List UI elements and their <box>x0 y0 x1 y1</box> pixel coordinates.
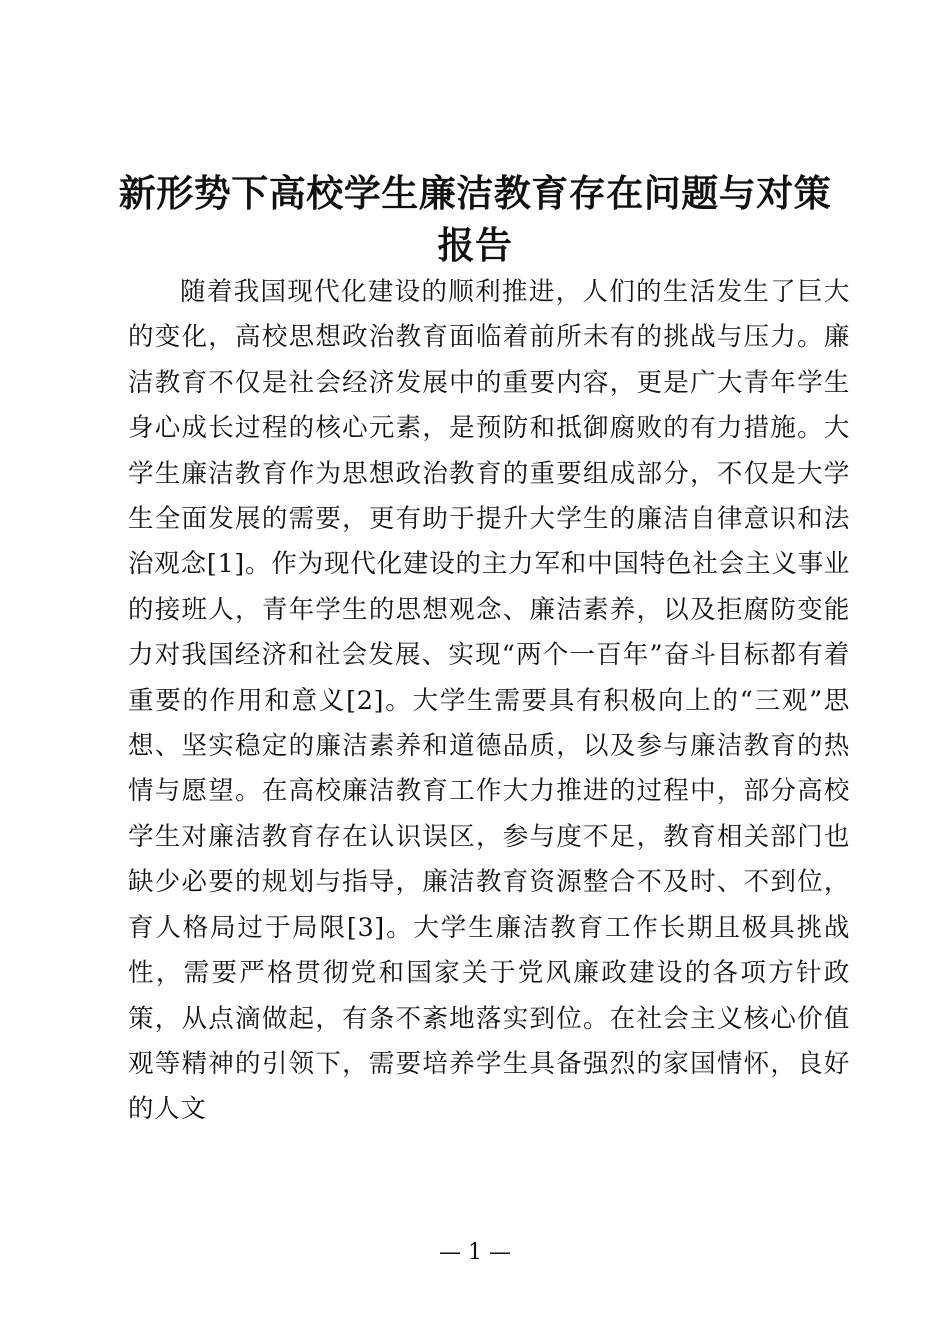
page-number: — 1 — <box>439 1240 511 1265</box>
body-paragraph: 随着我国现代化建设的顺利推进，人们的生活发生了巨大的变化，高校思想政治教育面临着前所未有的挑战与压力。廉洁教育不仅是社会经济发展中的重要内容，更是广大青年学生身心成长过程的核心元素，是预防和抵御腐败的有力措施。大学生廉洁教育作为思想政治教育的重要组成部分，不仅是大学生全面发展的需要，更有助于提升大学生的廉洁自律意识和法治观念[1]。作为现代化建设的主力军和中国特色社会主义事业的接班人，青年学生的思想观念、廉洁素养，以及拒腐防变能力对我国经济和社会发展、实现“两个一百年”奋斗目标都有着重要的作用和意义[2]。大学生需要具有积极向上的“三观”思想、坚实稳定的廉洁素养和道德品质，以及参与廉洁教育的热情与愿望。在高校廉洁教育工作大力推进的过程中，部分高校学生对廉洁教育存在认识误区，参与度不足，教育相关部门也缺少必要的规划与指导，廉洁教育资源整合不及时、不到位，育人格局过于局限[3]。大学生廉洁教育工作长期且极具挑战性，需要严格贯彻党和国家关于党风廉政建设的各项方针政策，从点滴做起，有条不紊地落实到位。在社会主义核心价值观等精神的引领下，需要培养学生具备强烈的家国情怀，良好的人文 <box>128 277 850 1125</box>
document-title: 新形势下高校学生廉洁教育存在问题与对策报告 <box>118 172 832 267</box>
